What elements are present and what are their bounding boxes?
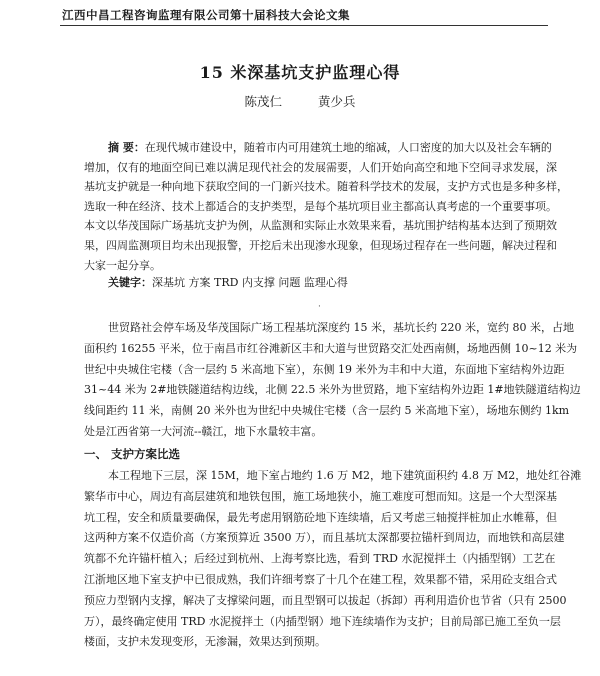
header-rule bbox=[60, 25, 548, 26]
keywords bbox=[108, 274, 348, 290]
paragraph-line: 预应力型钢内支撑，解决了支撑梁问题，而且型钢可以拔起（拆卸）再利用造价也节省（只有 2500 bbox=[84, 593, 567, 607]
author-name: 陈茂仁 bbox=[244, 94, 282, 109]
stray-mark: · bbox=[318, 302, 321, 312]
author-name: 黄少兵 bbox=[317, 94, 356, 109]
abstract-line: 本文以华茂国际广场基坑支护为例，从监测和实际止水效果来看，基坑围护结构基本达到了预期效 bbox=[84, 219, 557, 233]
running-header: 江西中昌工程咨询监理有限公司第十届科技大会论文集 bbox=[62, 8, 350, 22]
abstract-line: 果，四周监测项目均未出现报警，开挖后未出现渗水现象，但现场过程存在一些问题，解决过程和 bbox=[84, 238, 557, 252]
abstract-text: 在现代城市建设中，随着市内可用建筑土地的缩减，人口密度的加大以及社会车辆的 bbox=[144, 141, 552, 154]
section-paragraph bbox=[84, 466, 582, 653]
paragraph-line: 面积约 16255 平米，位于南昌市红谷滩新区丰和大道与世贸路交汇处西南侧，场地西侧 10~12 米为 bbox=[84, 341, 578, 355]
paragraph-line: 线间距约 11 米，南侧 20 米外也为世纪中央城住宅楼（含一层约 5 米高地下室），场地东侧约 1km bbox=[84, 404, 570, 418]
abstract-line: 基坑支护就是一种向地下获取空间的一门新兴技术。随着科学技术的发展，支护方式也是多种多样， bbox=[84, 180, 568, 194]
paper-title: 15 米深基坑支护监理心得 bbox=[199, 63, 401, 82]
authors bbox=[0, 92, 600, 110]
keywords-label: 关键字： bbox=[108, 276, 152, 289]
abstract-line: 大家一起分享。 bbox=[84, 258, 161, 272]
paragraph-line: 繁华市中心，周边有高层建筑和地铁包围，施工场地狭小，施工难度可想而知。这是一个大型深基 bbox=[84, 489, 557, 503]
abstract-first-line bbox=[84, 138, 552, 158]
abstract bbox=[84, 138, 568, 275]
keywords-text: 深基坑 方案 TRD 内支撑 问题 监理心得 bbox=[152, 276, 348, 289]
paragraph-line: 本工程地下三层，深 15M，地下室占地约 1.6 万 M2，地下建筑面积约 4.8 万 M2，地处红谷滩 bbox=[108, 469, 582, 482]
abstract-line: 选取一种在经济、技术上都适合的支护类型，是每个基坑项目业主都高认真考虑的一个重要事项。 bbox=[84, 199, 557, 213]
section-heading: 一、 支护方案比选 bbox=[84, 447, 181, 461]
paragraph-line: 31~44 米为 2#地铁隧道结构边线，北侧 22.5 米外为世贸路，地下室结构外边距 1#地铁隧道结构边 bbox=[84, 383, 581, 397]
paragraph-line: 楼面，支护未发现变形，无渗漏，效果达到预期。 bbox=[84, 635, 326, 649]
paragraph-line: 这两种方案不仅造价高（方案预算近 3500 万），而且基坑太深都要拉锚杆到周边，而地铁和高层建 bbox=[84, 531, 565, 545]
paragraph-line: 万），最终确定使用 TRD 水泥搅拌土（内插型钢）地下连续墙作为支护；目前局部已施工至负一层 bbox=[84, 614, 561, 628]
paragraph-line: 世纪中央城住宅楼（含一层约 5 米高地下室），东侧 19 米外为丰和中大道，东面地下室结构外边距 bbox=[84, 362, 565, 376]
abstract-label: 摘 要： bbox=[108, 141, 145, 154]
intro-paragraph bbox=[84, 318, 581, 443]
paragraph-line: 筑都不允许锚杆植入；后经过到杭州、上海考察比选，看到 TRD 水泥搅拌土（内插型钢）工艺在 bbox=[84, 552, 556, 566]
paragraph-line: 江浙地区地下室支护中已很成熟，我们许细考察了十几个在建工程，效果都不错，采用砼支组合式 bbox=[84, 572, 557, 586]
paragraph-line: 坑工程，安全和质量要确保，最先考虑用钢筋砼地下连续墙，后又考虑三轴搅拌桩加止水帷幕，但 bbox=[84, 510, 557, 524]
abstract-line: 增加，仅有的地面空间已难以满足现代社会的发展需要，人们开始向高空和地下空间寻求发展，深 bbox=[84, 160, 557, 174]
paragraph-line: 处是江西省第一大河流--赣江，地下水量较丰富。 bbox=[84, 424, 323, 438]
paragraph-line: 世贸路社会停车场及华茂国际广场工程基坑深度约 15 米，基坑长约 220 米，宽约 80 米，占地 bbox=[108, 321, 574, 334]
